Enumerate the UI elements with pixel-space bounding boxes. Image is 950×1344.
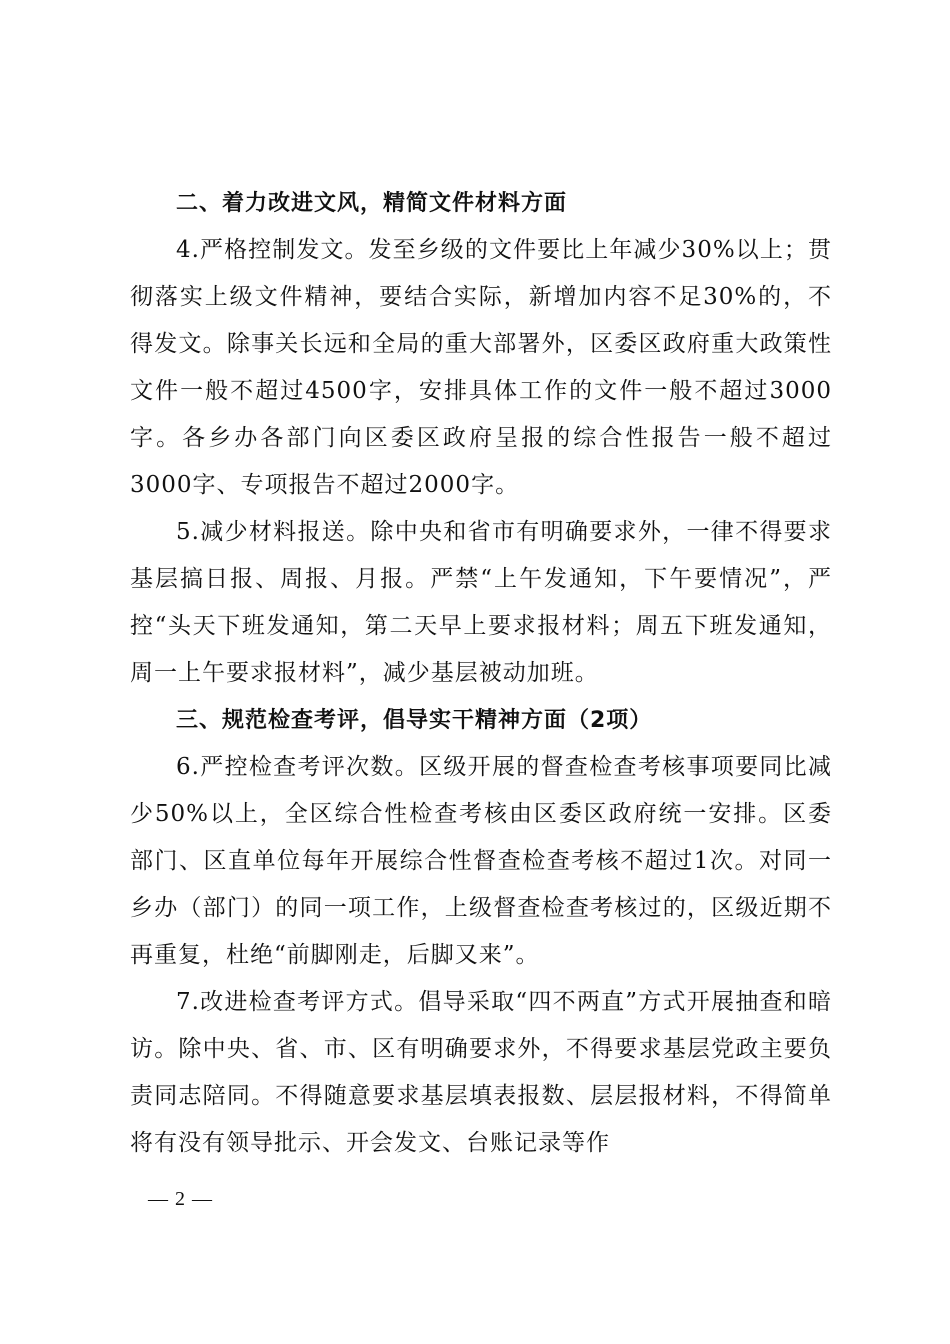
page-number: — 2 — bbox=[148, 1188, 213, 1210]
paragraph-item-4: 4.严格控制发文。发至乡级的文件要比上年减少30%以上；贯彻落实上级文件精神，要结合实际，新增加内容不足30%的，不得发文。除事关长远和全局的重大部署外，区委区政府重大政策性文件一般不超过4500字，安排具体工作的文件一般不超过3000字。各乡办各部门向区委区政府呈报的综合性报告一般不超过3000字、专项报告不超过2000字。 bbox=[130, 237, 832, 498]
paragraph-item-5: 5.减少材料报送。除中央和省市有明确要求外，一律不得要求基层搞日报、周报、月报。严禁“上午发通知，下午要情况”，严控“头天下班发通知，第二天早上要求报材料；周五下班发通知，周一上午要求报材料”，减少基层被动加班。 bbox=[130, 519, 832, 686]
paragraph-item-6: 6.严控检查考评次数。区级开展的督查检查考核事项要同比减少50%以上，全区综合性检查考核由区委区政府统一安排。区委部门、区直单位每年开展综合性督查检查考核不超过1次。对同一乡办（部门）的同一项工作，上级督查检查考核过的，区级近期不再重复，杜绝“前脚刚走，后脚又来”。 bbox=[130, 754, 832, 968]
document-body bbox=[130, 180, 832, 1167]
paragraph-item-7: 7.改进检查考评方式。倡导采取“四不两直”方式开展抽查和暗访。除中央、省、市、区有明确要求外，不得要求基层党政主要负责同志陪同。不得随意要求基层填表报数、层层报材料，不得简单将有没有领导批示、开会发文、台账记录等作 bbox=[130, 989, 832, 1156]
section-heading: 三、规范检查考评，倡导实干精神方面（2项） bbox=[176, 708, 653, 733]
section-heading: 二、着力改进文风，精简文件材料方面 bbox=[176, 191, 568, 216]
